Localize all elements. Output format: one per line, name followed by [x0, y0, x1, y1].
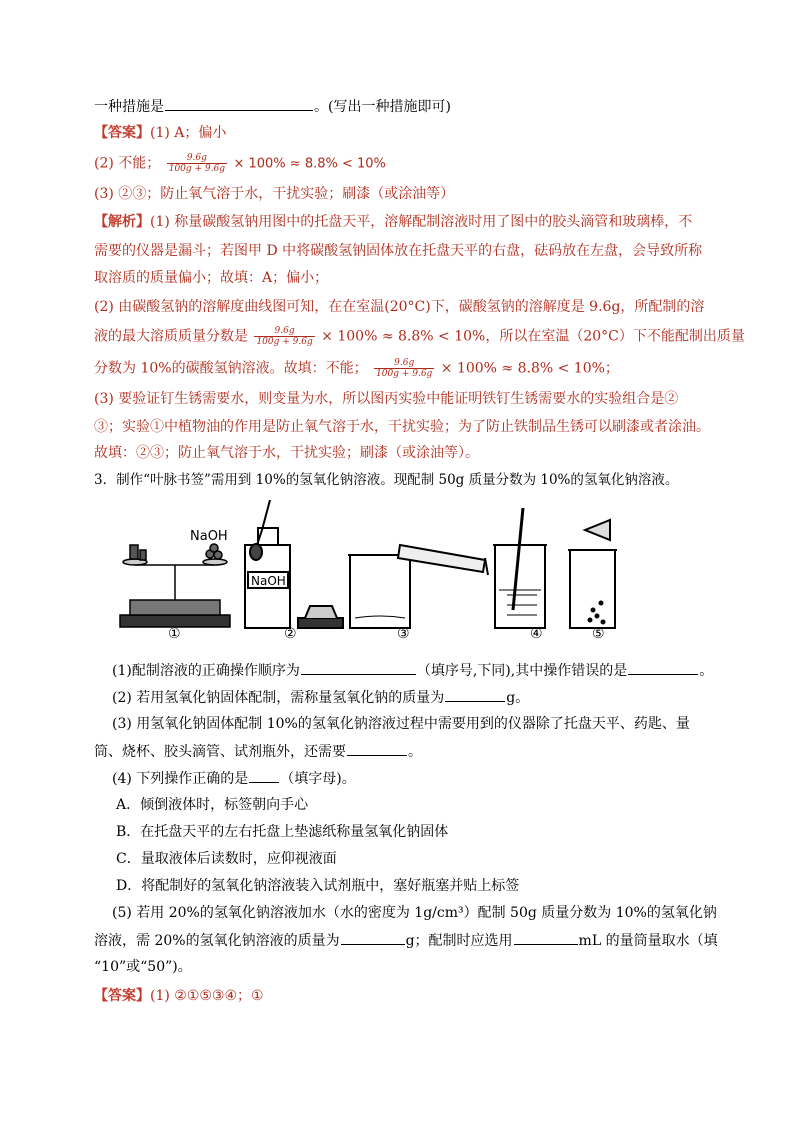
- analysis-line-1: 【解析】(1) 称量碳酸氢钠用图中的托盘天平，溶解配制溶液时用了图中的胶头滴管和玻璃棒，不: [94, 214, 693, 230]
- analysis-line-2: 需要的仪器是漏斗；若图甲 D 中将碳酸氢钠固体放在托盘天平的右盘，砝码放在左盘，会导致所称: [94, 243, 703, 259]
- subquestion-2: (2) 若用氢氧化钠固体配制，需称量氢氧化钠的质量为 g。: [112, 687, 529, 708]
- option-c[interactable]: C．量取液体后读数时，应仰视液面: [116, 851, 337, 867]
- analysis-line-6: 分数为 10%的碳酸氢钠溶液。故填：不能； $\frac{9.6g}{100g + 9.6g}$ × 100% ≈ 8.8% < 10%；: [94, 358, 619, 379]
- subquestion-1: (1)配制溶液的正确操作顺序为 （填序号,下同),其中操作错误的是 。: [112, 660, 713, 681]
- figure-label-4: ④: [530, 626, 543, 642]
- option-a[interactable]: A．倾倒液体时，标签朝向手心: [116, 797, 309, 813]
- answer-tag: 【答案】: [94, 988, 150, 1004]
- figure-label-3: ③: [397, 626, 410, 642]
- experiment-figure: [110, 500, 650, 650]
- subquestion-3a: (3) 用氢氧化钠固体配制 10%的氢氧化钠溶液过程中需要用到的仪器除了托盘天平、药匙、量: [112, 716, 690, 732]
- analysis-line-8: ③；实验①中植物油的作用是防止氧气溶于水，干扰实验；为了防止铁制品生锈可以刷漆或者涂油。: [94, 419, 710, 435]
- answer-q3: 【答案】(1) ②①⑤③④；①: [94, 988, 264, 1004]
- fraction: $\frac{9.6g}{100g + 9.6g}$: [168, 153, 226, 174]
- answer-blank[interactable]: [301, 660, 416, 675]
- fraction: $\frac{9.6g}{100g + 9.6g}$: [256, 326, 313, 347]
- fill-line-measure: 一种措施是 。(写出一种措施即可): [94, 96, 451, 117]
- figure-label-5: ⑤: [592, 626, 605, 642]
- beaker-adding-solid: [568, 520, 617, 628]
- question-3-stem: 3．制作“叶脉书签”需用到 10%的氢氧化钠溶液。现配制 50g 质量分数为 10%的氢氧化钠溶液。: [94, 472, 679, 488]
- subquestion-3b: 筒、烧杯、胶头滴管、试剂瓶外，还需要 。: [94, 741, 422, 762]
- balance-illustration: [120, 544, 230, 627]
- answer-blank[interactable]: [628, 660, 698, 675]
- beaker-pouring: [348, 545, 488, 628]
- answer-blank[interactable]: [165, 96, 313, 111]
- naoh-label: NaOH: [190, 529, 228, 544]
- option-b[interactable]: B．在托盘天平的左右托盘上垫滤纸称量氢氧化钠固体: [116, 824, 449, 840]
- analysis-line-9: 故填：②③；防止氧气溶于水，干扰实验；刷漆（或涂油等）。: [94, 445, 479, 461]
- analysis-line-7: (3) 要验证钉生锈需要水，则变量为水，所以图丙实验中能证明铁钉生锈需要水的实验组合是②: [94, 391, 679, 407]
- answer-blank[interactable]: [514, 930, 578, 945]
- answer-blank[interactable]: [249, 768, 279, 783]
- answer-blank[interactable]: [341, 930, 405, 945]
- figure-label-2: ②: [284, 626, 297, 642]
- answer-line-3: (3) ②③；防止氧气溶于水，干扰实验；刷漆（或涂油等）: [94, 186, 455, 202]
- fraction: $\frac{9.6g}{100g + 9.6g}$: [376, 358, 433, 379]
- answer-tag: 【答案】: [94, 125, 150, 141]
- analysis-tag: 【解析】: [94, 214, 150, 230]
- answer-line-1: 【答案】(1) A；偏小: [94, 125, 227, 141]
- answer-blank[interactable]: [445, 687, 505, 702]
- figure-label-1: ①: [168, 626, 181, 642]
- subquestion-5b: 溶液，需 20%的氢氧化钠溶液的质量为 g；配制时应选用 mL 的量筒量取水（填: [94, 930, 718, 951]
- subquestion-4: (4) 下列操作正确的是 （填字母)。: [112, 768, 356, 789]
- option-d[interactable]: D．将配制好的氢氧化钠溶液装入试剂瓶中，塞好瓶塞并贴上标签: [116, 878, 520, 894]
- bottle-label: NaOH: [251, 574, 286, 588]
- answer-line-2: (2) 不能； $\frac{9.6g}{100g + 9.6g}$ × 100% ≈ 8.8% < 10%: [94, 153, 386, 174]
- subquestion-5c: “10”或“50”)。: [94, 959, 192, 975]
- beaker-stirring: [493, 508, 547, 628]
- analysis-line-5: 液的最大溶质质量分数是 $\frac{9.6g}{100g + 9.6g}$ × 100% ≈ 8.8% < 10%，所以在室温（20°C）下不能配制出质量: [94, 326, 745, 347]
- reagent-bottle: [245, 500, 343, 628]
- analysis-line-3: 取溶质的质量偏小；故填：A；偏小；: [94, 270, 329, 286]
- subquestion-5a: (5) 若用 20%的氢氧化钠溶液加水（水的密度为 1g/cm³）配制 50g 质量分数为 10%的氢氧化钠: [112, 905, 717, 921]
- answer-blank[interactable]: [347, 741, 407, 756]
- analysis-line-4: (2) 由碳酸氢钠的溶解度曲线图可知，在在室温(20°C)下，碳酸氢钠的溶解度是 9.6g，所配制的溶: [94, 299, 705, 315]
